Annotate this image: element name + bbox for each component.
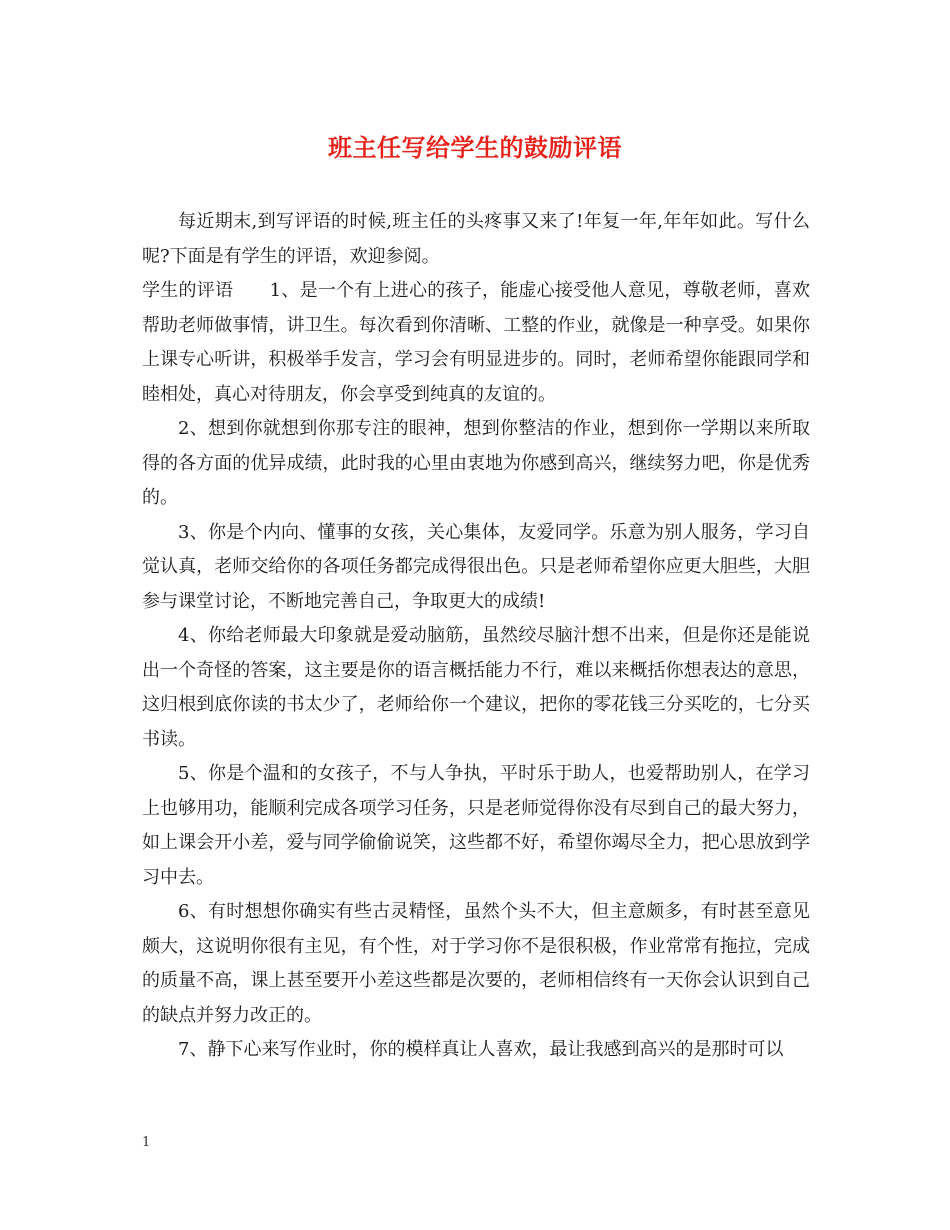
comment-paragraph-4: 4、你给老师最大印象就是爱动脑筋，虽然绞尽脑汁想不出来，但是你还是能说出一个奇怪的答案，这主要是你的语言概括能力不行，难以来概括你想表达的意思，这归根到底你读的书太少了，老师给你一个建议，把你的零花钱三分买吃的，七分买书读。 — [142, 625, 810, 750]
document-body — [142, 205, 810, 1068]
page-number: 1 — [142, 1135, 151, 1150]
intro-paragraph: 每近期末,到写评语的时候,班主任的头疼事又来了!年复一年,年年如此。写什么呢?下面是有学生的评语，欢迎参阅。 — [142, 211, 810, 267]
comment-paragraph-1: 学生的评语 1、是一个有上进心的孩子，能虚心接受他人意见，尊敬老师，喜欢帮助老师做事情，讲卫生。每次看到你清晰、工整的作业，就像是一种享受。如果你上课专心听讲，积极举手发言，学习会有明显进步的。同时，老师希望你能跟同学和睦相处，真心对待朋友，你会享受到纯真的友谊的。 — [142, 280, 810, 405]
comment-paragraph-5: 5、你是个温和的女孩子，不与人争执，平时乐于助人，也爱帮助别人，在学习上也够用功，能顺利完成各项学习任务，只是老师觉得你没有尽到自己的最大努力，如上课会开小差，爱与同学偷偷说笑，这些都不好，希望你竭尽全力，把心思放到学习中去。 — [142, 763, 810, 888]
comment-paragraph-7: 7、静下心来写作业时，你的模样真让人喜欢，最让我感到高兴的是那时可以 — [178, 1039, 784, 1060]
comment-paragraph-2: 2、想到你就想到你那专注的眼神，想到你整洁的作业，想到你一学期以来所取得的各方面的优异成绩，此时我的心里由衷地为你感到高兴，继续努力吧，你是优秀的。 — [142, 418, 810, 508]
comment-paragraph-6: 6、有时想想你确实有些古灵精怪，虽然个头不大，但主意颇多，有时甚至意见颇大，这说明你很有主见，有个性，对于学习你不是很积极，作业常常有拖拉，完成的质量不高，课上甚至要开小差这些都是次要的，老师相信终有一天你会认识到自己的缺点并努力改正的。 — [142, 901, 810, 1026]
document-title: 班主任写给学生的鼓励评语 — [328, 133, 622, 162]
comment-paragraph-3: 3、你是个内向、懂事的女孩，关心集体，友爱同学。乐意为别人服务，学习自觉认真，老师交给你的各项任务都完成得很出色。只是老师希望你应更大胆些，大胆参与课堂讨论，不断地完善自己，争取更大的成绩! — [142, 521, 810, 612]
